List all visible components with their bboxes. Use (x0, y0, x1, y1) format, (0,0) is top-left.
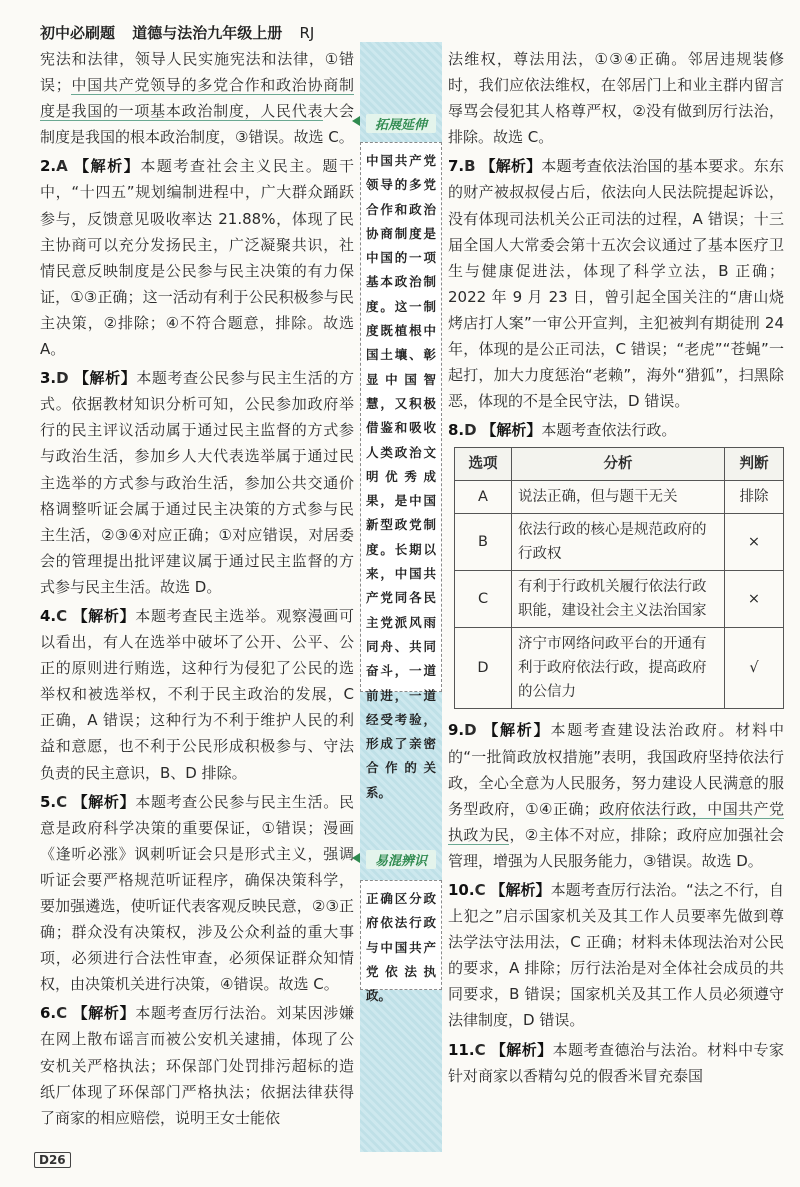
question-11: 11.C 【解析】本题考查德治与法治。材料中专家针对商家以香精勾兑的假香米冒充泰国 (448, 1040, 784, 1085)
analysis-table (454, 447, 784, 709)
table-row (455, 514, 784, 571)
table-cell-analysis: 说法正确，但与题干无关 (512, 481, 725, 514)
table-row (455, 481, 784, 514)
question-4: 4.C 【解析】本题考查民主选举。观察漫画可以看出，有人在选举中破坏了公开、公平、公正的原则进行贿选，这种行为侵犯了公民的选举权和被选举权，不利于民主政治的发展，C 正确，A 错误；这种行为不利于维护人民的利益和意愿，也不利于公民形成积极参与、守法负责的民主意识，B、D 排除。 (40, 606, 354, 782)
table-cell-verdict: 排除 (725, 481, 784, 514)
question-7: 7.B 【解析】本题考查依法治国的基本要求。东东的财产被叔叔侵占后，依法向人民法院提起诉讼，没有体现司法机关公正司法的过程，A 错误；十三届全国人大常委会第十五次会议通过了基本医疗卫生与健康促进法，体现了科学立法，B 正确；2022 年 9 月 23 日，曾引起全国关注的“唐山烧烤店打人案”一审公开宣判，主犯被判有期徒刑 24 年，体现的是公正司法，C 错误；“老虎”“苍蝇”一起打，加大力度惩治“老赖”，海外“猎狐”，扫黑除恶，体现的不是全民守法，D 错误。 (448, 157, 784, 411)
question-5: 5.C 【解析】本题考查公民参与民主生活。民意是政府科学决策的重要保证，①错误；漫画《逢听必涨》讽刺听证会只是形式主义，强调听证会要严格规范听证程序，确保决策科学，要加强遴选，使听证代表客观反映民意，②③正确；群众没有决策权，涉及公众利益的重大事项，必须进行合法性审查，必须保证群众知情权，由决策机关进行决策，④错误。故选 C。 (40, 792, 354, 994)
table-cell-verdict: × (725, 571, 784, 628)
table-header-cell: 判断 (725, 448, 784, 481)
table-cell-analysis: 依法行政的核心是规范政府的行政权 (512, 514, 725, 571)
sidebar-label-extension: 拓展延伸 (366, 114, 436, 133)
question-10: 10.C 【解析】本题考查厉行法治。“法之不行，自上犯之”启示国家机关及其工作人员要率先做到尊法学法守法用法，C 正确；材料未体现法治对公民的要求，A 排除；厉行法治是对全体社会成员的共同要求，B 错误；国家机关及其工作人员必须遵守法律制度，D 错误。 (448, 880, 784, 1030)
subject-title: 道德与法治九年级上册 (132, 24, 283, 42)
right-column (448, 46, 784, 1092)
page-header (40, 22, 326, 48)
q1-continued: 宪法和法律，领导人民实施宪法和法律，①错误；中国共产党领导的多党合作和政治协商制度是我国的一项基本政治制度，人民代表大会制度是我国的根本政治制度，③错误。故选 C。 (40, 50, 354, 147)
table-cell-analysis: 有利于行政机关履行依法行政职能，建设社会主义法治国家 (512, 571, 725, 628)
question-2: 2.A 【解析】本题考查社会主义民主。题干中，“十四五”规划编制进程中，广大群众踊跃参与，反馈意见吸收率达 21.88%，体现了民主协商可以充分发扬民主，广泛凝聚共识，社情民意反映制度是公民参与民主决策的有力保证，①③正确；这一活动有利于公民积极参与民主决策，②排除；④不符合题意，排除。故选 A。 (40, 157, 354, 359)
table-cell-option: A (455, 481, 512, 514)
table-cell-option: B (455, 514, 512, 571)
table-header-row (455, 448, 784, 481)
table-cell-option: D (455, 628, 512, 709)
table-row (455, 571, 784, 628)
table-header-cell: 选项 (455, 448, 512, 481)
page-number: D26 (34, 1152, 71, 1168)
q6-continued: 法维权，尊法用法，①③④正确。邻居违规装修时，我们应依法维权，在邻居门上和业主群内留言辱骂会侵犯其人格尊严权，②没有做到厉行法治，排除。故选 C。 (448, 50, 784, 147)
underline-text: 政府依法行政，中国共产党执政为民 (448, 799, 784, 844)
table-cell-verdict: √ (725, 628, 784, 709)
question-9: 9.D 【解析】本题考查建设法治政府。材料中的“一批简政放权措施”表明，我国政府坚持依法行政，全心全意为人民服务，努力建设人民满意的服务型政府，①④正确；政府依法行政，中国共产党执政为民，②主体不对应，排除；政府应加强社会管理，增强为人民服务能力，③错误。故选 D。 (448, 721, 784, 870)
sidebar-note-extension: 中国共产党领导的多党合作和政治协商制度是中国的一项基本政治制度。这一制度既植根中国土壤、彰显中国智慧，又积极借鉴和吸收人类政治文明优秀成果，是中国新型政党制度。长期以来，中国共产党同各民主党派风雨同舟、共同奋斗，一道前进，一道经受考验，形成了亲密合作的关系。 (360, 142, 442, 692)
table-header-cell: 分析 (512, 448, 725, 481)
sidebar-note-confusion: 正确区分政府依法行政与中国共产党依法执政。 (360, 880, 442, 990)
question-3: 3.D 【解析】本题考查公民参与民主生活的方式。依据教材知识分析可知，公民参加政府举行的民主评议活动属于通过民主监督的方式参与政治生活，参加乡人大代表选举属于通过民主选举的方式参与政治生活，参加公共交通价格调整听证会属于通过民主决策的方式参与民主生活，②③④对应正确；①对应错误，对居委会的管理提出批评建议属于通过民主监督的方式参与民主生活。故选 D。 (40, 369, 354, 596)
table-cell-verdict: × (725, 514, 784, 571)
table-row (455, 628, 784, 709)
left-column (40, 46, 354, 1134)
table-cell-analysis: 济宁市网络问政平台的开通有利于政府依法行政，提高政府的公信力 (512, 628, 725, 709)
edition-label: RJ (299, 24, 315, 42)
question-8: 8.D 【解析】本题考查依法行政。 (448, 421, 677, 440)
series-title: 初中必刷题 (40, 24, 116, 42)
underline-text: 中国共产党领导的多党合作和政治协商 (70, 76, 339, 95)
sidebar-label-confusion: 易混辨识 (366, 850, 436, 869)
question-6: 6.C 【解析】本题考查厉行法治。刘某因涉嫌在网上散布谣言而被公安机关逮捕，体现了公安机关严格执法；环保部门处罚排污超标的造纸厂体现了环保部门严格执法；依据法律获得了商家的相应赔偿，说明王女士能依 (40, 1004, 354, 1127)
table-cell-option: C (455, 571, 512, 628)
